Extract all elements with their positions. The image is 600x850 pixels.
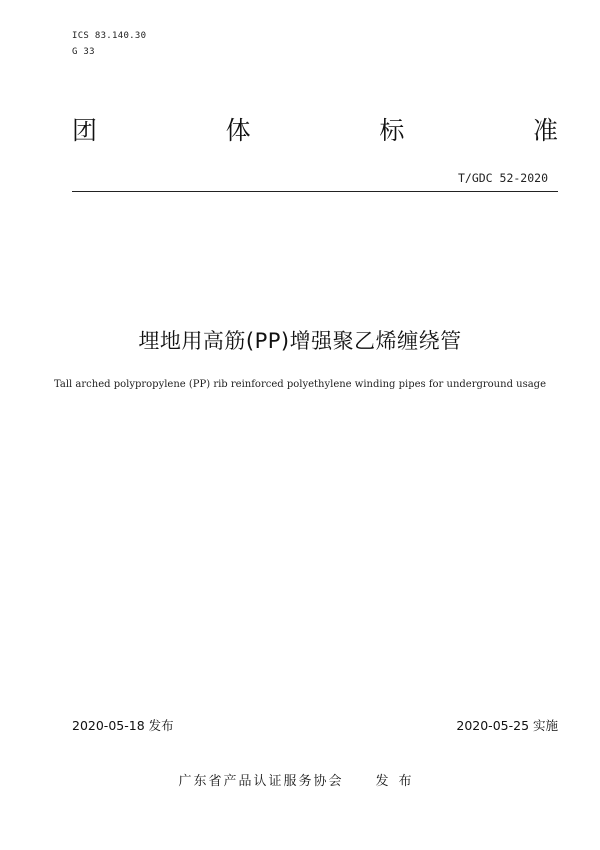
release-date: 2020-05-18 发布 [72, 718, 174, 733]
classification-code: G 33 [72, 47, 95, 57]
title-chinese: 埋地用高筋(PP)增强聚乙烯缠绕管 [138, 329, 462, 353]
standard-type-char: 标 [379, 116, 405, 145]
implementation-date: 2020-05-25 实施 [456, 718, 558, 733]
standard-type-char: 体 [225, 116, 251, 145]
standard-type-char: 团 [72, 116, 98, 145]
standard-number: T/GDC 52-2020 [457, 171, 548, 185]
header-divider [72, 191, 558, 192]
issuer-line [0, 773, 600, 791]
issuer-action: 发布 [375, 774, 422, 789]
standard-type-heading [72, 116, 558, 146]
issuer-name: 广东省产品认证服务协会 [178, 774, 344, 789]
ics-code: ICS 83.140.30 [72, 31, 147, 41]
standard-type-char: 准 [532, 116, 558, 145]
title-english: Tall arched polypropylene (PP) rib reinforced polyethylene winding pipes for underground usage [54, 379, 546, 390]
